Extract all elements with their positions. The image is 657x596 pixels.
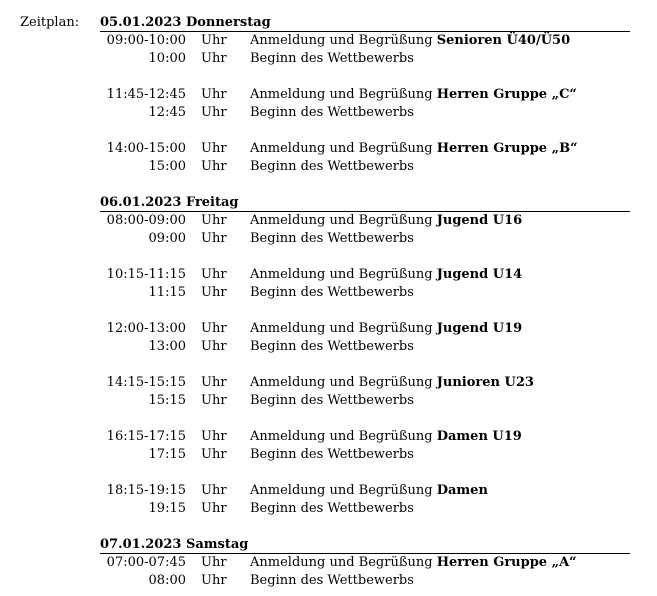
start-time: 08:00: [148, 573, 186, 588]
registration-row: [100, 266, 630, 284]
registration-time: 08:00-09:00: [106, 213, 186, 228]
registration-time: 18:15-19:15: [106, 483, 186, 498]
registration-row: [100, 482, 630, 500]
start-time: 13:00: [148, 339, 186, 354]
start-row: [100, 230, 630, 248]
start-time: 19:15: [148, 501, 186, 516]
schedule: [100, 14, 630, 590]
spacer: [100, 176, 630, 194]
start-text: Beginn des Wettbewerbs: [250, 51, 414, 66]
time-unit: Uhr: [201, 231, 227, 246]
time-unit: Uhr: [201, 141, 227, 156]
group-name: Damen U19: [436, 429, 522, 444]
group-name: Damen: [436, 483, 488, 498]
start-row: [100, 500, 630, 518]
registration-description: [250, 428, 522, 446]
start-text: Beginn des Wettbewerbs: [250, 339, 414, 354]
time-unit: Uhr: [201, 87, 227, 102]
spacer: [100, 410, 630, 428]
time-unit: Uhr: [201, 105, 227, 120]
start-row: [100, 284, 630, 302]
registration-text: Anmeldung und Begrüßung: [250, 555, 433, 570]
time-unit: Uhr: [201, 321, 227, 336]
registration-row: [100, 320, 630, 338]
registration-text: Anmeldung und Begrüßung: [250, 483, 433, 498]
registration-text: Anmeldung und Begrüßung: [250, 267, 433, 282]
registration-text: Anmeldung und Begrüßung: [250, 213, 433, 228]
group-name: Herren Gruppe „B“: [436, 141, 578, 156]
registration-text: Anmeldung und Begrüßung: [250, 375, 433, 390]
start-row: [100, 572, 630, 590]
time-unit: Uhr: [201, 483, 227, 498]
registration-row: [100, 212, 630, 230]
time-unit: Uhr: [201, 339, 227, 354]
registration-description: [250, 374, 534, 392]
registration-row: [100, 554, 630, 572]
schedule-label: Zeitplan:: [20, 15, 80, 30]
start-time: 17:15: [148, 447, 186, 462]
start-text: Beginn des Wettbewerbs: [250, 231, 414, 246]
time-unit: Uhr: [201, 573, 227, 588]
time-unit: Uhr: [201, 501, 227, 516]
registration-row: [100, 86, 630, 104]
registration-time: 10:15-11:15: [106, 267, 186, 282]
time-unit: Uhr: [201, 555, 227, 570]
registration-time: 09:00-10:00: [106, 33, 186, 48]
day-heading: 05.01.2023 Donnerstag: [100, 14, 630, 32]
registration-description: [250, 266, 522, 284]
day-heading: 06.01.2023 Freitag: [100, 194, 630, 212]
start-text: Beginn des Wettbewerbs: [250, 159, 414, 174]
group-name: Jugend U16: [436, 213, 523, 228]
start-row: [100, 50, 630, 68]
spacer: [100, 518, 630, 536]
time-unit: Uhr: [201, 393, 227, 408]
registration-row: [100, 374, 630, 392]
group-name: Senioren Ü40/Ü50: [436, 33, 571, 48]
start-row: [100, 392, 630, 410]
registration-description: [250, 554, 577, 572]
spacer: [100, 122, 630, 140]
start-row: [100, 104, 630, 122]
registration-time: 16:15-17:15: [106, 429, 186, 444]
spacer: [100, 248, 630, 266]
time-unit: Uhr: [201, 285, 227, 300]
registration-text: Anmeldung und Begrüßung: [250, 429, 433, 444]
start-time: 15:00: [148, 159, 186, 174]
registration-description: [250, 32, 570, 50]
registration-time: 11:45-12:45: [106, 87, 186, 102]
start-time: 09:00: [148, 231, 186, 246]
registration-text: Anmeldung und Begrüßung: [250, 87, 433, 102]
registration-time: 12:00-13:00: [106, 321, 186, 336]
registration-text: Anmeldung und Begrüßung: [250, 321, 433, 336]
start-text: Beginn des Wettbewerbs: [250, 501, 414, 516]
time-unit: Uhr: [201, 267, 227, 282]
registration-description: [250, 86, 577, 104]
registration-description: [250, 320, 522, 338]
start-text: Beginn des Wettbewerbs: [250, 105, 414, 120]
start-row: [100, 338, 630, 356]
start-row: [100, 158, 630, 176]
start-text: Beginn des Wettbewerbs: [250, 447, 414, 462]
spacer: [100, 68, 630, 86]
time-unit: Uhr: [201, 447, 227, 462]
time-unit: Uhr: [201, 159, 227, 174]
start-time: 15:15: [148, 393, 186, 408]
registration-time: 14:00-15:00: [106, 141, 186, 156]
registration-description: [250, 140, 578, 158]
time-unit: Uhr: [201, 375, 227, 390]
start-time: 11:15: [148, 285, 186, 300]
start-row: [100, 446, 630, 464]
registration-row: [100, 140, 630, 158]
registration-text: Anmeldung und Begrüßung: [250, 33, 433, 48]
start-text: Beginn des Wettbewerbs: [250, 393, 414, 408]
group-name: Jugend U14: [436, 267, 523, 282]
time-unit: Uhr: [201, 51, 227, 66]
start-time: 12:45: [148, 105, 186, 120]
registration-row: [100, 32, 630, 50]
registration-description: [250, 212, 522, 230]
time-unit: Uhr: [201, 429, 227, 444]
group-name: Herren Gruppe „A“: [436, 555, 577, 570]
start-text: Beginn des Wettbewerbs: [250, 285, 414, 300]
registration-text: Anmeldung und Begrüßung: [250, 141, 433, 156]
group-name: Jugend U19: [436, 321, 523, 336]
spacer: [100, 464, 630, 482]
day-heading: 07.01.2023 Samstag: [100, 536, 630, 554]
spacer: [100, 356, 630, 374]
spacer: [100, 302, 630, 320]
start-time: 10:00: [148, 51, 186, 66]
time-unit: Uhr: [201, 213, 227, 228]
group-name: Junioren U23: [436, 375, 534, 390]
group-name: Herren Gruppe „C“: [436, 87, 577, 102]
start-text: Beginn des Wettbewerbs: [250, 573, 414, 588]
registration-time: 14:15-15:15: [106, 375, 186, 390]
registration-time: 07:00-07:45: [106, 555, 186, 570]
time-unit: Uhr: [201, 33, 227, 48]
registration-row: [100, 428, 630, 446]
registration-description: [250, 482, 488, 500]
